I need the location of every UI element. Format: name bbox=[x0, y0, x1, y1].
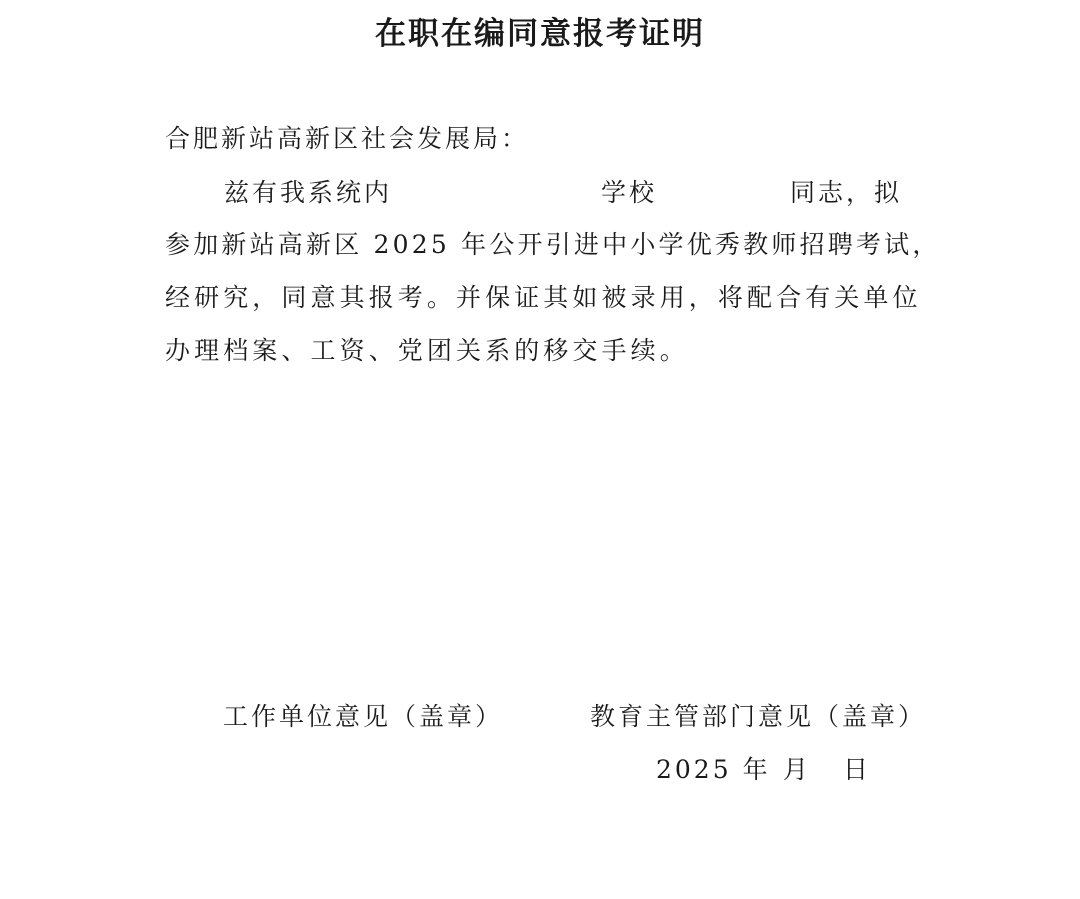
date-line bbox=[656, 752, 896, 788]
date-month: 月 bbox=[783, 755, 812, 784]
education-dept-seal-label: 教育主管部门意见（盖章） bbox=[590, 702, 927, 731]
date-year: 2025 年 bbox=[656, 755, 771, 784]
body-line-1 bbox=[165, 175, 915, 211]
body-text-school: 学校 bbox=[601, 178, 658, 207]
document-title: 在职在编同意报考证明 bbox=[375, 16, 705, 52]
body-text-comrade: 同志，拟 bbox=[790, 178, 903, 207]
body-line-4: 办理档案、工资、党团关系的移交手续。 bbox=[165, 336, 689, 365]
body-text-system: 兹有我系统内 bbox=[224, 178, 393, 207]
body-line-3: 经研究，同意其报考。并保证其如被录用，将配合有关单位 bbox=[165, 283, 922, 312]
employer-seal-label: 工作单位意见（盖章） bbox=[223, 702, 504, 731]
body-line-2: 参加新站高新区 2025 年公开引进中小学优秀教师招聘考试， bbox=[165, 230, 941, 259]
addressee: 合肥新站高新区社会发展局： bbox=[165, 124, 530, 153]
date-day: 日 bbox=[843, 755, 872, 784]
